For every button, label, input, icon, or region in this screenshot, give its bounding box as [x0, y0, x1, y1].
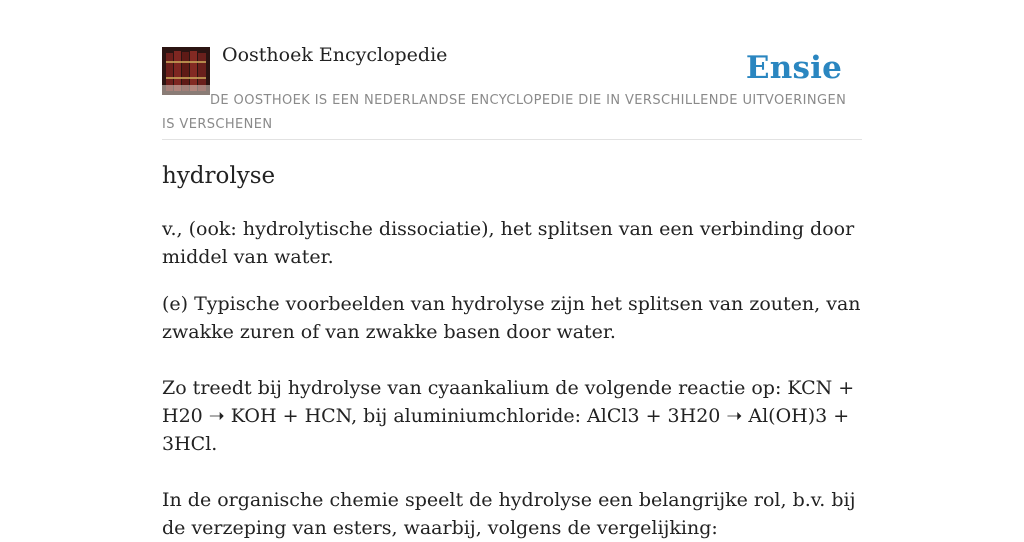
entry-paragraph: Zo treedt bij hydrolyse van cyaankalium de volgende reactie op: KCN + H20 ➝ KOH + HCN, bij aluminiumchloride: AlCl3 + 3H20 ➝ Al(OH)3 + 3HCl.	[162, 377, 855, 455]
brand-logo[interactable]: Ensie	[745, 50, 842, 86]
entry-body	[162, 215, 862, 542]
encyclopedia-books-icon[interactable]	[162, 47, 210, 95]
source-title[interactable]: Oosthoek Encyclopedie	[222, 44, 448, 66]
entry-paragraph: In de organische chemie speelt de hydrolyse een belangrijke rol, b.v. bij de verzeping van esters, waarbij, volgens de vergelijking:	[162, 489, 856, 539]
entry-paragraph: (e) Typische voorbeelden van hydrolyse zijn het splitsen van zouten, van zwakke zuren of van zwakke basen door water.	[162, 293, 861, 343]
entry-definition: v., (ook: hydrolytische dissociatie), het splitsen van een verbinding door middel van water.	[162, 218, 855, 268]
page-content	[162, 0, 862, 539]
source-description: DE OOSTHOEK IS EEN NEDERLANDSE ENCYCLOPEDIE DIE IN VERSCHILLENDE UITVOERINGEN IS VERSCHENEN	[162, 93, 847, 132]
entry-term: hydrolyse	[162, 163, 276, 189]
source-header	[162, 0, 862, 140]
